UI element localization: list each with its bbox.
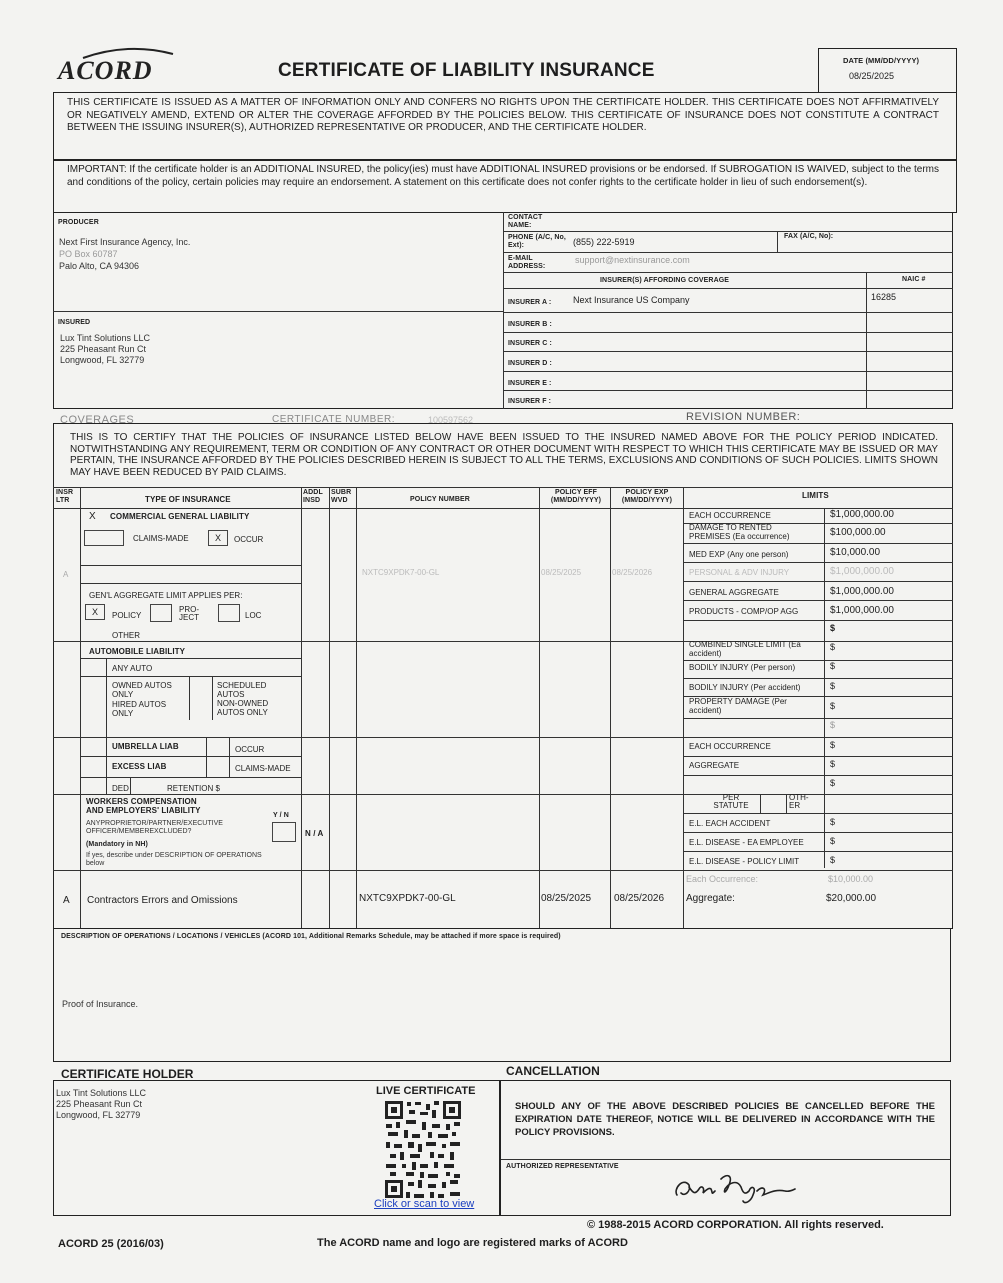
description-text: Proof of Insurance. — [62, 999, 139, 1009]
eo-limit2-value: $20,000.00 — [826, 893, 877, 904]
gl-type: COMMERCIAL GENERAL LIABILITY — [110, 512, 250, 521]
claims-made-checkbox[interactable] — [84, 530, 124, 546]
workers-limit-value-1: $ — [830, 836, 836, 846]
auto-any: ANY AUTO — [112, 664, 153, 673]
col-addl: ADDL INSD — [303, 489, 323, 504]
signature-icon — [671, 1165, 801, 1207]
loc-checkbox[interactable] — [218, 604, 240, 622]
umbrella-liab: UMBRELLA LIAB — [112, 742, 179, 751]
workers-question: ANYPROPRIETOR/PARTNER/EXECUTIVE OFFICER/MEMBEREXCLUDED? — [86, 820, 223, 835]
insured-name: Lux Tint Solutions LLC — [60, 333, 151, 343]
acord-logo — [58, 56, 153, 86]
workers-excluded-checkbox[interactable] — [272, 822, 296, 842]
auto-scheduled: SCHEDULED AUTOS — [217, 681, 267, 699]
holder-label: CERTIFICATE HOLDER — [61, 1067, 194, 1081]
insurers-header: INSURER(S) AFFORDING COVERAGE — [600, 277, 730, 284]
holder-address-1: 225 Pheasant Run Ct — [56, 1099, 143, 1109]
workers-mandatory: (Mandatory in NH) — [86, 841, 148, 848]
live-cert-label: LIVE CERTIFICATE — [376, 1085, 476, 1097]
umbrella-limit-label-1: AGGREGATE — [689, 761, 740, 770]
umbrella-occur: OCCUR — [235, 745, 265, 754]
auto-limit-value-1: $ — [830, 661, 836, 671]
umbrella-limit-value-2: $ — [830, 778, 836, 788]
gl-loc: LOC — [245, 611, 262, 620]
phone-value: (855) 222-5919 — [573, 237, 635, 247]
disclaimer-text: THIS CERTIFICATE IS ISSUED AS A MATTER OF INFORMATION ONLY AND CONFERS NO RIGHTS UPON THE CERTIFICATE HOLDER. THIS CERTIFICATE DOES NOT AFFIRMATIVELY OR NEGATIVELY AMEND, EXTEND OR ALTER THE COVERAGE AFFORDED BY THE POLICIES BELOW. THIS CERTIFICATE OF INSURANCE DOES NOT CONSTITUTE A CONTRACT BETWEEN THE ISSUING INSURER(S), AUTHORIZED REPRESENTATIVE OR PRODUCER, AND THE CERTIFICATE HOLDER. — [67, 97, 939, 133]
holder-name: Lux Tint Solutions LLC — [56, 1088, 147, 1098]
revision-label: REVISION NUMBER: — [686, 411, 801, 423]
insured-address-2: Longwood, FL 32779 — [60, 355, 145, 365]
insurer-a-naic: 16285 — [871, 292, 897, 302]
contact-name-label: CONTACT NAME: — [508, 214, 543, 229]
cert-number-label: CERTIFICATE NUMBER: — [272, 414, 396, 425]
auto-limit-value-4: $ — [830, 720, 836, 730]
email-value: support@nextinsurance.com — [575, 255, 690, 265]
insured-address-1: 225 Pheasant Run Ct — [60, 344, 147, 354]
producer-name: Next First Insurance Agency, Inc. — [59, 237, 191, 247]
naic-header: NAIC # — [902, 276, 926, 283]
date-label: DATE (MM/DD/YYYY) — [843, 56, 920, 65]
umbrella-limit-label-0: EACH OCCURRENCE — [689, 742, 771, 751]
eo-exp: 08/25/2026 — [614, 893, 665, 904]
date-value: 08/25/2025 — [849, 71, 895, 81]
gl-mark: X — [89, 511, 96, 522]
gl-limit-label-2: MED EXP (Any one person) — [689, 550, 789, 559]
auto-limit-label-0: COMBINED SINGLE LIMIT (Ea accident) — [689, 640, 801, 658]
auth-rep-label: AUTHORIZED REPRESENTATIVE — [506, 1163, 619, 1170]
eo-eff: 08/25/2025 — [541, 893, 592, 904]
gl-eff: 08/25/2025 — [541, 568, 582, 577]
description-box — [53, 928, 951, 1062]
project-checkbox[interactable] — [150, 604, 172, 622]
auto-limit-label-1: BODILY INJURY (Per person) — [689, 663, 796, 672]
logo-swoosh-icon — [78, 46, 178, 60]
phone-label: PHONE (A/C, No, Ext): — [508, 234, 566, 249]
umbrella-limit-value-0: $ — [830, 740, 836, 750]
umbrella-limit-value-1: $ — [830, 759, 836, 769]
trademark: The ACORD name and logo are registered marks of ACORD — [317, 1237, 628, 1249]
auto-owned: OWNED AUTOS ONLY — [112, 681, 172, 699]
fax-label: FAX (A/C, No): — [784, 233, 834, 240]
workers-limit-value-0: $ — [830, 817, 836, 827]
workers-limit-value-2: $ — [830, 855, 836, 865]
gl-agg-applies: GEN'L AGGREGATE LIMIT APPLIES PER: — [89, 591, 243, 600]
auto-type: AUTOMOBILE LIABILITY — [89, 647, 186, 656]
umbrella-retention: RETENTION $ — [167, 784, 220, 793]
coverages-label: COVERAGES — [60, 414, 135, 426]
producer-address-2: PO Box 60787 — [59, 249, 118, 259]
auto-limit-label-2: BODILY INJURY (Per accident) — [689, 683, 801, 692]
insurer-b-label: INSURER B : — [508, 321, 552, 328]
insurer-c-label: INSURER C : — [508, 340, 552, 347]
policy-mark: X — [91, 607, 98, 617]
gl-limit-value-1: $100,000.00 — [830, 527, 886, 538]
important-box — [53, 160, 957, 213]
gl-limit-label-1: DAMAGE TO RENTED PREMISES (Ea occurrence) — [689, 523, 790, 541]
logo-text: ACORD — [58, 56, 153, 85]
qr-code-icon[interactable] — [384, 1100, 462, 1202]
col-limits: LIMITS — [802, 491, 829, 500]
gl-limit-value-2: $10,000.00 — [830, 547, 881, 558]
auto-limit-value-3: $ — [830, 701, 836, 711]
auto-limit-value-2: $ — [830, 681, 836, 691]
policy-checkbox[interactable] — [85, 604, 105, 620]
gl-policy-number: NXTC9XPDK7-00-GL — [362, 568, 440, 577]
important-text: IMPORTANT: If the certificate holder is an ADDITIONAL INSURED, the policy(ies) must have ADDITIONAL INSURED provisions or be endorsed. If SUBROGATION IS WAIVED, subject to the terms and conditions of the policy, certain policies may require an endorsement. A statement on this certificate does not confer rights to the certificate holder in lieu of such endorsement(s). — [67, 164, 939, 188]
workers-na: N / A — [305, 829, 324, 838]
umbrella-ded: DED — [112, 784, 129, 793]
copyright: © 1988-2015 ACORD CORPORATION. All rights reserved. — [587, 1219, 884, 1231]
col-policy: POLICY NUMBER — [410, 496, 470, 503]
col-eff: POLICY EFF (MM/DD/YYYY) — [550, 489, 602, 504]
insurer-a-label: INSURER A : — [508, 299, 552, 306]
workers-limit-label-1: E.L. DISEASE - EA EMPLOYEE — [689, 838, 804, 847]
workers-yn: Y / N — [273, 812, 289, 819]
form-id: ACORD 25 (2016/03) — [58, 1238, 164, 1250]
gl-limit-value-3: $1,000,000.00 — [830, 566, 894, 577]
gl-limit-label-5: PRODUCTS - COMP/OP AGG — [689, 607, 799, 616]
gl-limit-label-4: GENERAL AGGREGATE — [689, 588, 779, 597]
occur-mark: X — [214, 533, 221, 543]
workers-limit-label-2: E.L. DISEASE - POLICY LIMIT — [689, 857, 800, 866]
eo-policy-number: NXTC9XPDK7-00-GL — [359, 893, 456, 904]
form-title: CERTIFICATE OF LIABILITY INSURANCE — [278, 60, 655, 81]
cert-number-value: 100597562 — [428, 415, 474, 425]
date-box — [818, 48, 957, 93]
workers-limit-label-0: E.L. EACH ACCIDENT — [689, 819, 771, 828]
gl-limit-label-0: EACH OCCURRENCE — [689, 511, 771, 520]
insured-label: INSURED — [58, 319, 91, 326]
auto-hired: HIRED AUTOS ONLY — [112, 700, 167, 718]
holder-box — [53, 1080, 500, 1216]
occur-checkbox[interactable] — [208, 530, 228, 546]
eo-insr-ltr: A — [63, 895, 70, 906]
holder-address-2: Longwood, FL 32779 — [56, 1110, 141, 1120]
gl-limit-value-5: $1,000,000.00 — [830, 605, 894, 616]
description-label: DESCRIPTION OF OPERATIONS / LOCATIONS / VEHICLES (ACORD 101, Additional Remarks Schedule, may be attached if more space is required) — [61, 933, 561, 940]
coverages-statement: THIS IS TO CERTIFY THAT THE POLICIES OF INSURANCE LISTED BELOW HAVE BEEN ISSUED TO THE INSURED NAMED ABOVE FOR THE POLICY PERIOD INDICATED. NOTWITHSTANDING ANY REQUIREMENT, TERM OR CONDITION OF ANY CONTRACT OR OTHER DOCUMENT WITH RESPECT TO WHICH THIS CERTIFICATE MAY BE ISSUED OR MAY PERTAIN, THE INSURANCE AFFORDED BY THE POLICIES DESCRIBED HEREIN IS SUBJECT TO ALL THE TERMS, EXCLUSIONS AND CONDITIONS OF SUCH POLICIES. LIMITS SHOWN MAY HAVE BEEN REDUCED BY PAID CLAIMS. — [70, 432, 938, 478]
gl-insr-ltr: A — [63, 570, 69, 579]
insurer-a-name: Next Insurance US Company — [573, 295, 690, 305]
eo-limit2-label: Aggregate: — [686, 893, 735, 904]
gl-limit-value-6: $ — [830, 623, 836, 633]
cancellation-label: CANCELLATION — [506, 1064, 600, 1078]
producer-label: PRODUCER — [58, 219, 99, 226]
email-label: E-MAIL ADDRESS: — [508, 255, 546, 270]
col-type: TYPE OF INSURANCE — [145, 495, 231, 504]
umbrella-claims-made: CLAIMS-MADE — [235, 764, 291, 773]
cancellation-box — [500, 1080, 951, 1216]
eo-limit1-label: Each Occurrence: — [686, 874, 759, 884]
gl-policy: POLICY — [112, 611, 142, 620]
disclaimer-box — [53, 92, 957, 160]
gl-occur: OCCUR — [234, 535, 264, 544]
col-exp: POLICY EXP (MM/DD/YYYY) — [621, 489, 673, 504]
gl-limit-label-3: PERSONAL & ADV INJURY — [689, 568, 790, 577]
excess-liab: EXCESS LIAB — [112, 762, 167, 771]
gl-limit-value-0: $1,000,000.00 — [830, 509, 894, 520]
workers-title: WORKERS COMPENSATION AND EMPLOYERS' LIABILITY — [86, 797, 201, 815]
cancellation-text: SHOULD ANY OF THE ABOVE DESCRIBED POLICIES BE CANCELLED BEFORE THE EXPIRATION DATE THEREOF, NOTICE WILL BE DELIVERED IN ACCORDANCE WITH THE POLICY PROVISIONS. — [515, 1101, 935, 1138]
col-subr: SUBR WVD — [331, 489, 352, 504]
gl-exp: 08/25/2026 — [612, 568, 653, 577]
per-statute: PER STATUTE — [713, 793, 749, 810]
auto-limit-label-3: PROPERTY DAMAGE (Per accident) — [689, 697, 787, 715]
insurer-f-label: INSURER F : — [508, 398, 552, 405]
workers-if-yes: If yes, describe under DESCRIPTION OF OPERATIONS below — [86, 852, 262, 867]
eo-type: Contractors Errors and Omissions — [87, 895, 238, 906]
auto-non-owned: NON-OWNED AUTOS ONLY — [217, 699, 269, 717]
insurer-e-label: INSURER E : — [508, 380, 552, 387]
col-insr: INSR LTR — [56, 489, 74, 504]
producer-address-3: Palo Alto, CA 94306 — [59, 261, 140, 271]
eo-limit1-value: $10,000.00 — [828, 874, 874, 884]
insurer-d-label: INSURER D : — [508, 360, 552, 367]
gl-limit-value-4: $1,000,000.00 — [830, 586, 894, 597]
gl-claims-made: CLAIMS-MADE — [133, 534, 189, 543]
oth-er: OTH-ER — [789, 793, 809, 810]
scan-link[interactable]: Click or scan to view — [374, 1198, 475, 1210]
gl-project: PRO-JECT — [179, 605, 199, 622]
auto-limit-value-0: $ — [830, 642, 836, 652]
gl-other: OTHER — [112, 631, 140, 640]
